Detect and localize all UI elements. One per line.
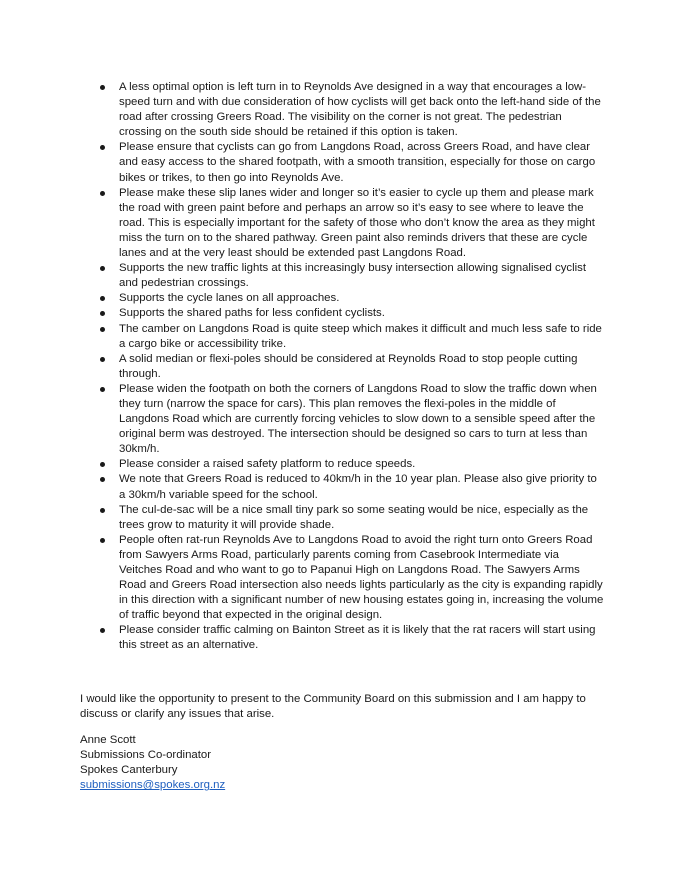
bullet-item bbox=[98, 186, 604, 261]
bullet-point-icon bbox=[100, 462, 105, 467]
bullet-text: People often rat-run Reynolds Ave to Langdons Road to avoid the right turn onto Greers Road from Sawyers Arms Road, particularly parents coming from Casebrook Intermediate via Veitches Road and who want to go to Papanui High on Langdons Road. The Sawyers Arms Road and Greers Road intersection also needs lights particularly as the city is expanding rapidly in this direction with a significant number of new housing estates going in, increasing the volume of traffic beyond that expected in the original design. bbox=[119, 533, 604, 622]
bullet-point-icon bbox=[100, 357, 105, 362]
bullet-point-icon bbox=[100, 85, 105, 90]
bullet-item bbox=[98, 291, 604, 306]
bullet-text: The camber on Langdons Road is quite steep which makes it difficult and much less safe to ride a cargo bike or accessibility trike. bbox=[119, 322, 602, 350]
submission-bullet-list bbox=[98, 80, 604, 654]
bullet-text: A less optimal option is left turn in to Reynolds Ave designed in a way that encourages a low-speed turn and with due consideration of how cyclists will get back onto the left-hand side of the road after crossing Greers Road. The visibility on the corner is not great. The pedestrian crossing on the south side should be retained if this option is taken. bbox=[119, 81, 601, 139]
bullet-text: Please consider a raised safety platform to reduce speeds. bbox=[119, 458, 416, 471]
signatory-name: Anne Scott bbox=[80, 734, 136, 746]
bullet-point-icon bbox=[100, 145, 105, 150]
closing-paragraph: I would like the opportunity to present to the Community Board on this submission and I am happy to discuss or clarify any issues that arise. bbox=[80, 693, 586, 721]
bullet-text: Please make these slip lanes wider and longer so it’s easier to cycle up them and please mark the road with green paint before and perhaps an arrow so it’s easy to see where to leave the road. This is especially important for the safety of those who don’t know the area as they might miss the turn on to the shared pathway. Green paint also reminds drivers that these are cycle lanes and at the very least should be extended past Langdons Road. bbox=[119, 186, 595, 260]
bullet-item bbox=[98, 503, 604, 533]
bullet-item bbox=[98, 533, 604, 624]
bullet-item bbox=[98, 140, 604, 185]
bullet-text: Supports the cycle lanes on all approaches. bbox=[119, 292, 340, 305]
bullet-item bbox=[98, 382, 604, 457]
bullet-text: Supports the shared paths for less confident cyclists. bbox=[119, 307, 385, 320]
bullet-text: Please consider traffic calming on Bainton Street as it is likely that the rat racers will start using this street as an alternative. bbox=[119, 624, 596, 652]
signatory-organisation: Spokes Canterbury bbox=[80, 764, 178, 777]
signatory-title: Submissions Co-ordinator bbox=[80, 749, 212, 762]
bullet-point-icon bbox=[100, 508, 105, 513]
bullet-text: We note that Greers Road is reduced to 40km/h in the 10 year plan. Please also give priority to a 30km/h variable speed for the school. bbox=[119, 473, 597, 501]
bullet-item bbox=[98, 457, 604, 472]
bullet-item bbox=[98, 352, 604, 382]
signature-block bbox=[80, 733, 225, 793]
bullet-point-icon bbox=[100, 327, 105, 332]
bullet-item bbox=[98, 322, 604, 352]
bullet-point-icon bbox=[100, 311, 105, 316]
bullet-point-icon bbox=[100, 628, 105, 633]
bullet-item bbox=[98, 261, 604, 291]
bullet-text: Please ensure that cyclists can go from Langdons Road, across Greers Road, and have clear and easy access to the shared footpath, with a smooth transition, especially for those on cargo bikes or trikes, to then go into Reynolds Ave. bbox=[119, 141, 596, 184]
bullet-text: Please widen the footpath on both the corners of Langdons Road to slow the traffic down when they turn (narrow the space for cars). This plan removes the flexi-poles in the middle of Langdons Road which are currently forcing vehicles to slow down to a sensible speed after the original berm was destroyed. The intersection should be designed so cars to turn at less than 30km/h. bbox=[119, 382, 597, 456]
bullet-point-icon bbox=[100, 266, 105, 271]
bullet-text: A solid median or flexi-poles should be considered at Reynolds Road to stop people cutting through. bbox=[119, 352, 578, 380]
bullet-text: The cul-de-sac will be a nice small tiny park so some seating would be nice, especially as the trees grow to maturity it will provide shade. bbox=[119, 503, 589, 531]
bullet-text: Supports the new traffic lights at this increasingly busy intersection allowing signalised cyclist and pedestrian crossings. bbox=[119, 262, 587, 290]
bullet-point-icon bbox=[100, 538, 105, 543]
bullet-point-icon bbox=[100, 296, 105, 301]
bullet-point-icon bbox=[100, 477, 105, 482]
email-link[interactable]: submissions@spokes.org.nz bbox=[80, 779, 226, 792]
bullet-point-icon bbox=[100, 387, 105, 392]
bullet-item bbox=[98, 80, 604, 140]
bullet-point-icon bbox=[100, 191, 105, 196]
bullet-item bbox=[98, 472, 604, 502]
bullet-item bbox=[98, 306, 604, 321]
bullet-item bbox=[98, 623, 604, 653]
